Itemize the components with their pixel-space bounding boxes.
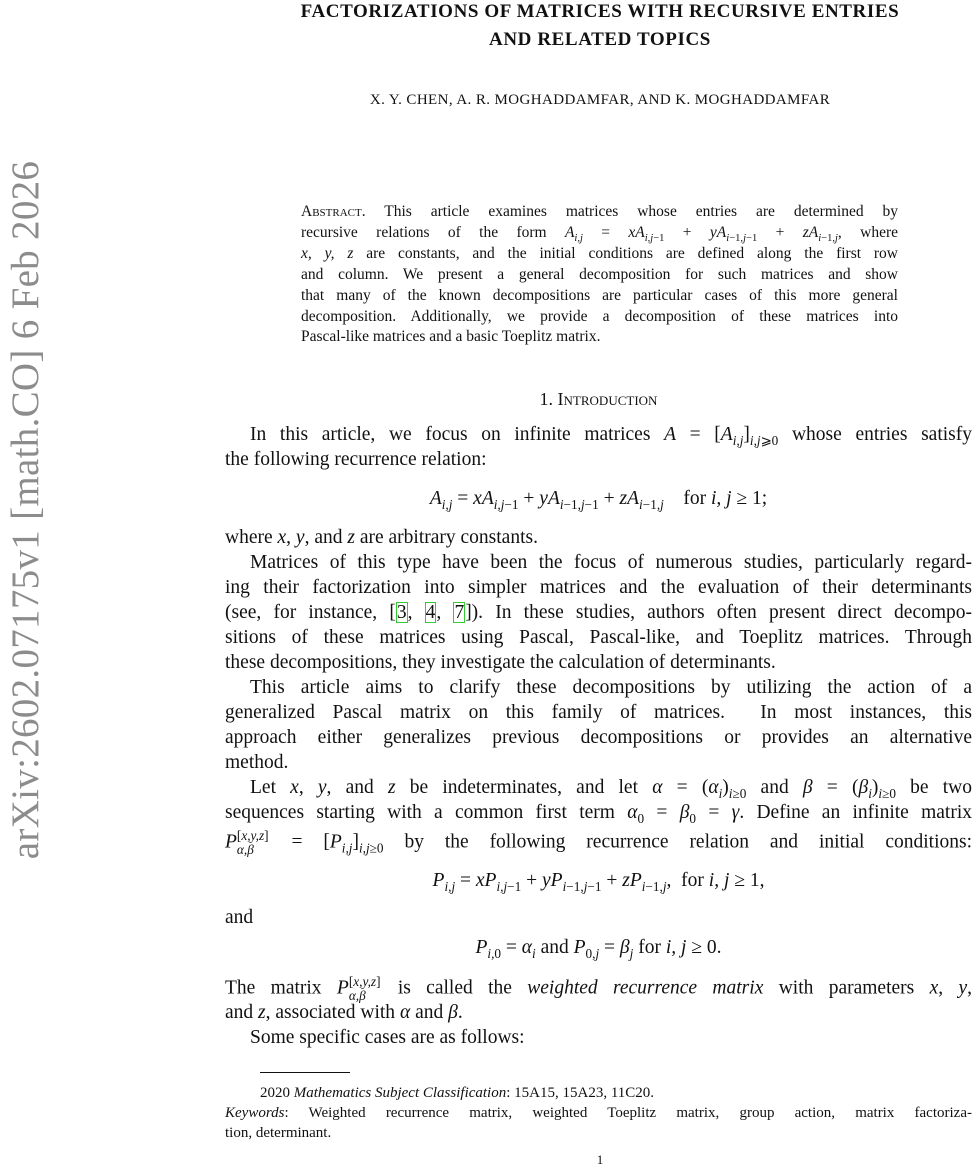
paragraph-line: these decompositions, they investigate the calculation of determinants. xyxy=(225,652,776,673)
page-number: 1 xyxy=(596,1152,604,1167)
paragraph-line-with-citations[interactable]: (see, for instance, [3, 4, 7]). In these studies, authors often present direct decompo- xyxy=(225,602,973,623)
abstract-line: x, y, z are constants, and the initial conditions are defined along the first row xyxy=(301,245,898,262)
paragraph-line: sequences starting with a common first term $\alpha_0 = \beta_0 = \gamma$. Define an infinite matrix xyxy=(225,802,973,826)
footnote-msc: 2020 Mathematics Subject Classification: 15A15, 15A23, 11C20. xyxy=(260,1085,655,1101)
paragraph-line: ing their factorization into simpler matrices and the evaluation of their determinants xyxy=(225,577,972,598)
paper-title-line-1: FACTORIZATIONS OF MATRICES WITH RECURSIVE ENTRIES xyxy=(300,1,900,22)
authors: X. Y. CHEN, A. R. MOGHADDAMFAR, AND K. MOGHADDAMFAR xyxy=(369,92,831,108)
paragraph-line: method. xyxy=(225,752,289,773)
equation-recurrence-p: $P_{i,j} = xP_{i,j-1} + yP_{i-1,j-1} + zP_{i-1,j}$, for i, j ≥ 1, xyxy=(432,870,765,894)
paragraph-line: where x, y, and z are arbitrary constants. xyxy=(225,527,538,548)
abstract-line: recursive relations of the form $A_{i,j} = xA_{i,j-1} + yA_{i-1,j-1} + zA_{i-1,j}$, where xyxy=(301,224,899,245)
paragraph-line: the following recurrence relation: xyxy=(225,449,487,470)
paragraph-line: and z, associated with α and β. xyxy=(225,1002,463,1023)
paragraph-line: The matrix P [x,y,z] α,β is called the weighted recurrence matrix with parameters x, y, xyxy=(225,974,972,1003)
abstract-line: decomposition. Additionally, we provide a decomposition of these matrices into xyxy=(301,308,898,325)
paragraph-line: P [x,y,z] α,β = $[P_{i,j}]_{i,j\ge 0}$ by the following recurrence relation and initial conditions: xyxy=(225,828,972,857)
footnote-rule xyxy=(260,1072,350,1073)
footnote-keywords: Keywords: Weighted recurrence matrix, weighted Toeplitz matrix, group action, matrix factoriza- xyxy=(225,1105,972,1121)
equation-recurrence-a: $A_{i,j} = xA_{i,j-1} + yA_{i-1,j-1} + zA_{i-1,j}$ for i, j ≥ 1; xyxy=(429,488,768,512)
paragraph-line: This article aims to clarify these decompositions by utilizing the action of a xyxy=(250,677,972,698)
equation-initial-conditions: $P_{i,0} = \alpha_i$ and $P_{0,j} = \beta_j$ for i, j ≥ 0. xyxy=(475,937,722,961)
paragraph-line: sitions of these matrices using Pascal, Pascal-like, and Toeplitz matrices. Through xyxy=(225,627,972,648)
paragraph-line: and xyxy=(225,907,254,928)
paragraph-line: approach either generalizes previous decompositions or provides an alternative xyxy=(225,727,972,748)
paragraph-line: generalized Pascal matrix on this family of matrices. In most instances, this xyxy=(225,702,972,723)
arxiv-identifier-stamp[interactable]: arXiv:2602.07175v1 [math.CO] 6 Feb 2026 xyxy=(4,160,47,860)
paper-title-line-2: AND RELATED TOPICS xyxy=(489,29,711,50)
abstract-line: that many of the known decompositions are particular cases of this more general xyxy=(301,287,898,304)
abstract-line: and column. We present a general decomposition for such matrices and show xyxy=(301,266,898,283)
paragraph-line: Some specific cases are as follows: xyxy=(250,1027,525,1048)
abstract-line: Abstract. This article examines matrices whose entries are determined by xyxy=(301,203,898,220)
abstract-line: Pascal-like matrices and a basic Toeplitz matrix. xyxy=(301,328,601,345)
paragraph-line: Let x, y, and z be indeterminates, and let $\alpha = (\alpha_i)_{i\ge 0}$ and $\beta = (\beta_i)_{i\ge 0}$ be two xyxy=(250,777,973,801)
section-heading: 1. Introduction xyxy=(539,389,658,409)
paragraph-line: Matrices of this type have been the focus of numerous studies, particularly regard- xyxy=(250,552,972,573)
footnote-keywords: tion, determinant. xyxy=(225,1125,332,1141)
paragraph-line: In this article, we focus on infinite matrices $A = [A_{i,j}]_{i,j⩾0}$ whose entries satisfy xyxy=(250,424,972,448)
